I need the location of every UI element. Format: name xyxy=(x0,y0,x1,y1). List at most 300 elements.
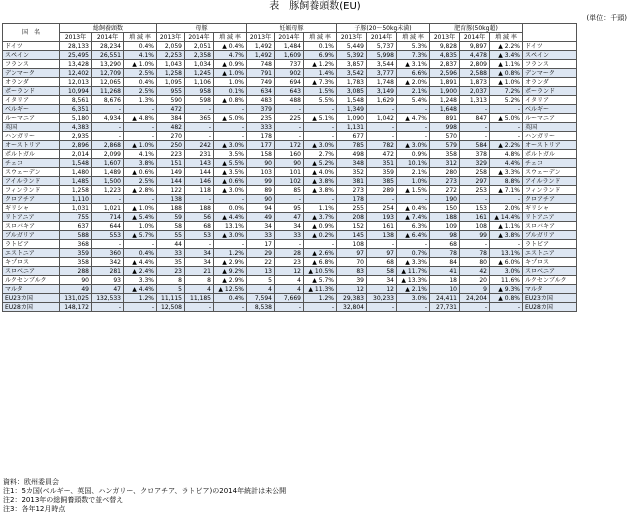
value-cell: 1,021 xyxy=(92,204,124,213)
country-name-right-cell: EU23カ国 xyxy=(523,294,577,303)
unit-label: (単位：千頭) xyxy=(586,14,627,22)
value-cell: 151 xyxy=(157,159,185,168)
value-cell: 90 xyxy=(60,276,92,285)
value-cell: 1,223 xyxy=(92,186,124,195)
value-cell: 791 xyxy=(247,69,275,78)
value-cell: 49 xyxy=(60,285,92,294)
value-cell: 472 xyxy=(367,150,397,159)
table-row xyxy=(3,240,577,249)
country-name-cell: ラトビア xyxy=(3,240,60,249)
value-cell: 12,013 xyxy=(60,78,92,87)
value-cell: 223 xyxy=(157,150,185,159)
table-row xyxy=(3,87,577,96)
table-row xyxy=(3,51,577,60)
value-cell: 955 xyxy=(157,87,185,96)
country-name-right-cell: ハンガリー xyxy=(523,132,577,141)
change-rate-cell: ▲ 2.2% xyxy=(490,141,523,150)
change-rate-cell: 4.7% xyxy=(214,51,247,60)
change-rate-cell: ▲ 10.5% xyxy=(304,267,337,276)
change-rate-cell: - xyxy=(397,123,430,132)
value-cell: 188 xyxy=(157,204,185,213)
value-cell: 12,508 xyxy=(157,303,185,312)
country-name-right-cell: アイルランド xyxy=(523,177,577,186)
change-rate-cell: ▲ 6.8% xyxy=(304,258,337,267)
value-cell: - xyxy=(275,123,304,132)
table-row xyxy=(3,159,577,168)
value-cell: 8 xyxy=(185,276,214,285)
change-rate-cell: ▲ 2.4% xyxy=(124,267,157,276)
value-cell: 1,609 xyxy=(275,51,304,60)
value-cell: 143 xyxy=(185,159,214,168)
value-cell: 5,180 xyxy=(60,114,92,123)
change-rate-cell: 1.3% xyxy=(124,96,157,105)
value-cell: - xyxy=(367,195,397,204)
country-name-right-cell: 英国 xyxy=(523,123,577,132)
change-rate-cell: - xyxy=(304,123,337,132)
change-rate-cell: 1.1% xyxy=(304,204,337,213)
value-cell: 1,043 xyxy=(157,60,185,69)
country-name-cell: デンマーク xyxy=(3,69,60,78)
header-year-2013: 2013年 xyxy=(157,33,185,42)
value-cell: 22 xyxy=(247,258,275,267)
value-cell: 1,648 xyxy=(430,105,460,114)
change-rate-cell: 1.0% xyxy=(124,222,157,231)
change-rate-cell: ▲ 0.8% xyxy=(490,294,523,303)
value-cell: 149 xyxy=(157,168,185,177)
value-cell: 360 xyxy=(92,249,124,258)
change-rate-cell: - xyxy=(490,195,523,204)
value-cell: 28,133 xyxy=(60,42,92,51)
value-cell: 53 xyxy=(185,231,214,240)
value-cell: 78 xyxy=(430,249,460,258)
value-cell: 1,095 xyxy=(157,78,185,87)
change-rate-cell: 13.1% xyxy=(214,222,247,231)
footnote-3: 注3：各年12月時点 xyxy=(3,505,66,513)
header-change: 増 減 率 xyxy=(397,33,430,42)
change-rate-cell: - xyxy=(304,105,337,114)
change-rate-cell: ▲ 0.8% xyxy=(214,96,247,105)
change-rate-cell: ▲ 0.8% xyxy=(490,69,523,78)
value-cell: 103 xyxy=(247,168,275,177)
value-cell: 35 xyxy=(157,258,185,267)
value-cell: 9,897 xyxy=(460,42,490,51)
change-rate-cell: 4.8% xyxy=(490,150,523,159)
value-cell: 39 xyxy=(337,276,367,285)
value-cell: 3,777 xyxy=(367,69,397,78)
country-name-cell: ポルトガル xyxy=(3,150,60,159)
change-rate-cell: - xyxy=(490,123,523,132)
value-cell: 998 xyxy=(430,123,460,132)
change-rate-cell: ▲ 1.0% xyxy=(124,60,157,69)
change-rate-cell: 4.1% xyxy=(124,150,157,159)
value-cell: - xyxy=(367,105,397,114)
value-cell: 847 xyxy=(460,114,490,123)
value-cell: 27,731 xyxy=(430,303,460,312)
value-cell: 4,383 xyxy=(60,123,92,132)
value-cell: 329 xyxy=(460,159,490,168)
table-row xyxy=(3,141,577,150)
value-cell: 2,014 xyxy=(60,150,92,159)
value-cell: 49 xyxy=(247,213,275,222)
change-rate-cell: 0.7% xyxy=(397,249,430,258)
country-name-right-cell: フィンランド xyxy=(523,186,577,195)
change-rate-cell: 5.2% xyxy=(490,96,523,105)
value-cell: 145 xyxy=(337,231,367,240)
change-rate-cell: ▲ 0.2% xyxy=(304,231,337,240)
country-name-right-cell: デンマーク xyxy=(523,69,577,78)
value-cell: 8,538 xyxy=(247,303,275,312)
value-cell: 358 xyxy=(60,258,92,267)
value-cell: - xyxy=(185,240,214,249)
value-cell: 1,489 xyxy=(92,168,124,177)
value-cell: 2,935 xyxy=(60,132,92,141)
change-rate-cell: 3.0% xyxy=(397,294,430,303)
value-cell: 7,669 xyxy=(275,294,304,303)
change-rate-cell: ▲ 13.3% xyxy=(397,276,430,285)
value-cell: 8,676 xyxy=(92,96,124,105)
value-cell: 34 xyxy=(275,222,304,231)
change-rate-cell: ▲ 1.1% xyxy=(490,60,523,69)
country-name-cell: キプロス xyxy=(3,258,60,267)
header-change: 増 減 率 xyxy=(490,33,523,42)
value-cell: 588 xyxy=(60,231,92,240)
change-rate-cell: - xyxy=(304,303,337,312)
value-cell: 10 xyxy=(430,285,460,294)
change-rate-cell: 1.2% xyxy=(124,294,157,303)
change-rate-cell: 1.2% xyxy=(214,249,247,258)
value-cell: - xyxy=(460,123,490,132)
country-name-cell: マルタ xyxy=(3,285,60,294)
country-name-cell: ギリシャ xyxy=(3,204,60,213)
change-rate-cell: ▲ 11.3% xyxy=(304,285,337,294)
country-name-right-cell: スロベニア xyxy=(523,267,577,276)
value-cell: 172 xyxy=(275,141,304,150)
change-rate-cell: 2.5% xyxy=(124,87,157,96)
value-cell: 99 xyxy=(460,231,490,240)
value-cell: 131,025 xyxy=(60,294,92,303)
header-year-2013: 2013年 xyxy=(337,33,367,42)
change-rate-cell: - xyxy=(124,132,157,141)
footnote-2: 注2：2013年の総飼養頭数で並べ替え xyxy=(3,496,124,504)
value-cell: 208 xyxy=(337,213,367,222)
value-cell: 253 xyxy=(460,186,490,195)
value-cell: 10,994 xyxy=(60,87,92,96)
value-cell: 3,544 xyxy=(367,60,397,69)
value-cell: 2,868 xyxy=(92,141,124,150)
change-rate-cell: - xyxy=(214,240,247,249)
header-year-2013: 2013年 xyxy=(247,33,275,42)
value-cell: - xyxy=(275,195,304,204)
table-row xyxy=(3,132,577,141)
value-cell: 1,548 xyxy=(337,96,367,105)
value-cell: 41 xyxy=(430,267,460,276)
header-change: 増 減 率 xyxy=(124,33,157,42)
value-cell: 68 xyxy=(367,258,397,267)
pig-inventory-table xyxy=(2,23,577,312)
value-cell: 33 xyxy=(275,231,304,240)
value-cell: 5,998 xyxy=(367,51,397,60)
value-cell: 5,392 xyxy=(337,51,367,60)
value-cell: 25,495 xyxy=(60,51,92,60)
value-cell: - xyxy=(92,303,124,312)
value-cell: 270 xyxy=(157,132,185,141)
value-cell: 2,588 xyxy=(460,69,490,78)
value-cell: 177 xyxy=(247,141,275,150)
change-rate-cell: ▲ 0.9% xyxy=(304,222,337,231)
value-cell: 84 xyxy=(430,258,460,267)
country-name-right-cell: リトアニア xyxy=(523,213,577,222)
value-cell: - xyxy=(275,132,304,141)
value-cell: 359 xyxy=(60,249,92,258)
value-cell: - xyxy=(275,105,304,114)
value-cell: 148,172 xyxy=(60,303,92,312)
change-rate-cell: ▲ 9.2% xyxy=(214,267,247,276)
value-cell: 590 xyxy=(157,96,185,105)
value-cell: 153 xyxy=(460,204,490,213)
value-cell: - xyxy=(275,240,304,249)
header-group-sows: 母豚 xyxy=(157,24,247,33)
country-name-right-cell: スロバキア xyxy=(523,222,577,231)
change-rate-cell: - xyxy=(214,105,247,114)
value-cell: 144 xyxy=(185,168,214,177)
value-cell: 288 xyxy=(60,267,92,276)
value-cell: 109 xyxy=(430,222,460,231)
value-cell: 472 xyxy=(157,105,185,114)
value-cell: - xyxy=(460,195,490,204)
country-name-right-cell: キプロス xyxy=(523,258,577,267)
country-name-right-cell: ポルトガル xyxy=(523,150,577,159)
change-rate-cell: ▲ 1.0% xyxy=(214,69,247,78)
change-rate-cell: ▲ 2.9% xyxy=(214,258,247,267)
country-name-right-cell: イタリア xyxy=(523,96,577,105)
change-rate-cell: 3.3% xyxy=(124,276,157,285)
change-rate-cell: ▲ 9.3% xyxy=(490,285,523,294)
country-name-cell: アイルランド xyxy=(3,177,60,186)
value-cell: 11,115 xyxy=(157,294,185,303)
header-year-2014: 2014年 xyxy=(367,33,397,42)
country-name-cell: フィンランド xyxy=(3,186,60,195)
change-rate-cell: 6.3% xyxy=(397,222,430,231)
change-rate-cell: ▲ 3.5% xyxy=(214,168,247,177)
value-cell: 4 xyxy=(275,276,304,285)
value-cell: 1,485 xyxy=(60,177,92,186)
change-rate-cell: - xyxy=(124,303,157,312)
table-row xyxy=(3,285,577,294)
country-name-cell: スペイン xyxy=(3,51,60,60)
country-name-cell: EU23カ国 xyxy=(3,294,60,303)
value-cell: - xyxy=(92,240,124,249)
change-rate-cell: ▲ 3.7% xyxy=(304,213,337,222)
change-rate-cell: 2.1% xyxy=(397,87,430,96)
value-cell: 637 xyxy=(60,222,92,231)
value-cell: 1,245 xyxy=(185,69,214,78)
value-cell: 23 xyxy=(275,258,304,267)
value-cell: 12 xyxy=(367,285,397,294)
change-rate-cell: 0.4% xyxy=(214,294,247,303)
value-cell: 160 xyxy=(275,150,304,159)
value-cell: 1,090 xyxy=(337,114,367,123)
value-cell: 47 xyxy=(275,213,304,222)
change-rate-cell: ▲ 2.2% xyxy=(490,42,523,51)
value-cell: 342 xyxy=(92,258,124,267)
value-cell: 178 xyxy=(337,195,367,204)
value-cell: 24,204 xyxy=(460,294,490,303)
table-row xyxy=(3,69,577,78)
change-rate-cell: ▲ 6.4% xyxy=(397,231,430,240)
value-cell: 273 xyxy=(430,177,460,186)
change-rate-cell: 6.9% xyxy=(304,51,337,60)
value-cell: 381 xyxy=(337,177,367,186)
change-rate-cell: 13.1% xyxy=(490,249,523,258)
value-cell: 90 xyxy=(247,159,275,168)
value-cell: - xyxy=(92,123,124,132)
footnote-1: 注1：5カ国(ベルギー、英国、ハンガリー、クロアチア、ラトビア)の2014年統計は未公開 xyxy=(3,487,287,495)
value-cell: 3,149 xyxy=(367,87,397,96)
change-rate-cell: ▲ 14.4% xyxy=(490,213,523,222)
change-rate-cell: ▲ 3.3% xyxy=(397,258,430,267)
country-name-cell: EU28カ国 xyxy=(3,303,60,312)
change-rate-cell: ▲ 2.8% xyxy=(124,186,157,195)
table-row xyxy=(3,186,577,195)
change-rate-cell: ▲ 5.7% xyxy=(124,231,157,240)
value-cell: 118 xyxy=(185,186,214,195)
value-cell: 68 xyxy=(185,222,214,231)
change-rate-cell: 1.5% xyxy=(304,87,337,96)
table-row xyxy=(3,150,577,159)
value-cell: 348 xyxy=(337,159,367,168)
table-row xyxy=(3,78,577,87)
country-name-right-cell: ブルガリア xyxy=(523,231,577,240)
value-cell: 385 xyxy=(367,177,397,186)
value-cell: 5 xyxy=(157,285,185,294)
value-cell: 122 xyxy=(157,186,185,195)
change-rate-cell: ▲ 5.0% xyxy=(214,114,247,123)
value-cell: 1,607 xyxy=(92,159,124,168)
change-rate-cell: ▲ 4.4% xyxy=(124,285,157,294)
change-rate-cell: 3.5% xyxy=(214,150,247,159)
value-cell: 958 xyxy=(185,87,214,96)
value-cell: 714 xyxy=(92,213,124,222)
value-cell: 138 xyxy=(367,231,397,240)
value-cell: 90 xyxy=(247,195,275,204)
change-rate-cell: 2.7% xyxy=(304,150,337,159)
value-cell: - xyxy=(185,303,214,312)
value-cell: 12,709 xyxy=(92,69,124,78)
value-cell: 1,349 xyxy=(337,105,367,114)
value-cell: 108 xyxy=(337,240,367,249)
value-cell: 4 xyxy=(247,285,275,294)
country-name-cell: クロアチア xyxy=(3,195,60,204)
change-rate-cell: 0.1% xyxy=(214,87,247,96)
change-rate-cell: 1.0% xyxy=(397,177,430,186)
table-row xyxy=(3,105,577,114)
header-change: 増 減 率 xyxy=(304,33,337,42)
value-cell: 1,258 xyxy=(60,186,92,195)
change-rate-cell: ▲ 5.1% xyxy=(304,114,337,123)
change-rate-cell: ▲ 1.2% xyxy=(304,60,337,69)
page-title: 表 豚飼養頭数(EU) xyxy=(269,1,361,12)
value-cell: - xyxy=(367,123,397,132)
country-name-cell: スロバキア xyxy=(3,222,60,231)
value-cell: 3,542 xyxy=(337,69,367,78)
header-year-2014: 2014年 xyxy=(185,33,214,42)
table-row xyxy=(3,213,577,222)
value-cell: - xyxy=(367,132,397,141)
value-cell: - xyxy=(185,105,214,114)
change-rate-cell: ▲ 4.8% xyxy=(124,114,157,123)
change-rate-cell: - xyxy=(124,123,157,132)
value-cell: 2,099 xyxy=(92,150,124,159)
value-cell: - xyxy=(92,195,124,204)
table-row xyxy=(3,222,577,231)
change-rate-cell: 11.6% xyxy=(490,276,523,285)
value-cell: 1,783 xyxy=(337,78,367,87)
value-cell: 1,106 xyxy=(185,78,214,87)
change-rate-cell: - xyxy=(397,105,430,114)
value-cell: 4,934 xyxy=(92,114,124,123)
value-cell: 5 xyxy=(247,276,275,285)
value-cell: 138 xyxy=(157,195,185,204)
value-cell: 34 xyxy=(367,276,397,285)
value-cell: 1,748 xyxy=(367,78,397,87)
value-cell: 161 xyxy=(460,213,490,222)
country-name-right-cell: ポーランド xyxy=(523,87,577,96)
country-name-right-cell: ルーマニア xyxy=(523,114,577,123)
value-cell: 90 xyxy=(275,159,304,168)
change-rate-cell: ▲ 4.4% xyxy=(124,258,157,267)
value-cell: 44 xyxy=(157,240,185,249)
country-name-right-cell: ルクセンブルク xyxy=(523,276,577,285)
value-cell: 21 xyxy=(185,267,214,276)
value-cell: 34 xyxy=(185,258,214,267)
value-cell: 34 xyxy=(185,249,214,258)
value-cell: 749 xyxy=(247,78,275,87)
value-cell: 97 xyxy=(337,249,367,258)
table-row xyxy=(3,249,577,258)
value-cell: 359 xyxy=(367,168,397,177)
value-cell: 584 xyxy=(460,141,490,150)
change-rate-cell: ▲ 3.3% xyxy=(490,168,523,177)
country-name-right-cell: ベルギー xyxy=(523,105,577,114)
value-cell: 3,085 xyxy=(337,87,367,96)
country-name-cell: チェコ xyxy=(3,159,60,168)
value-cell: 85 xyxy=(275,186,304,195)
change-rate-cell: - xyxy=(397,240,430,249)
change-rate-cell: 4.1% xyxy=(124,51,157,60)
value-cell: 9,828 xyxy=(430,42,460,51)
country-name-cell: ルクセンブルク xyxy=(3,276,60,285)
table-row xyxy=(3,96,577,105)
value-cell: 93 xyxy=(92,276,124,285)
value-cell: 4,835 xyxy=(430,51,460,60)
change-rate-cell: 5.3% xyxy=(397,42,430,51)
change-rate-cell: ▲ 5.5% xyxy=(214,159,247,168)
change-rate-cell: - xyxy=(214,195,247,204)
change-rate-cell: 3.8% xyxy=(124,159,157,168)
value-cell: - xyxy=(185,123,214,132)
change-rate-cell: 1.0% xyxy=(214,78,247,87)
change-rate-cell: ▲ 3.0% xyxy=(304,141,337,150)
change-rate-cell: 5.5% xyxy=(304,96,337,105)
footnote-source: 資料：欧州委員会 xyxy=(3,478,59,486)
value-cell: 378 xyxy=(460,150,490,159)
header-year-2014: 2014年 xyxy=(460,33,490,42)
value-cell: 18 xyxy=(430,276,460,285)
value-cell: 158 xyxy=(247,150,275,159)
table-body xyxy=(3,24,577,312)
value-cell: 281 xyxy=(92,267,124,276)
header-year-2014: 2014年 xyxy=(275,33,304,42)
